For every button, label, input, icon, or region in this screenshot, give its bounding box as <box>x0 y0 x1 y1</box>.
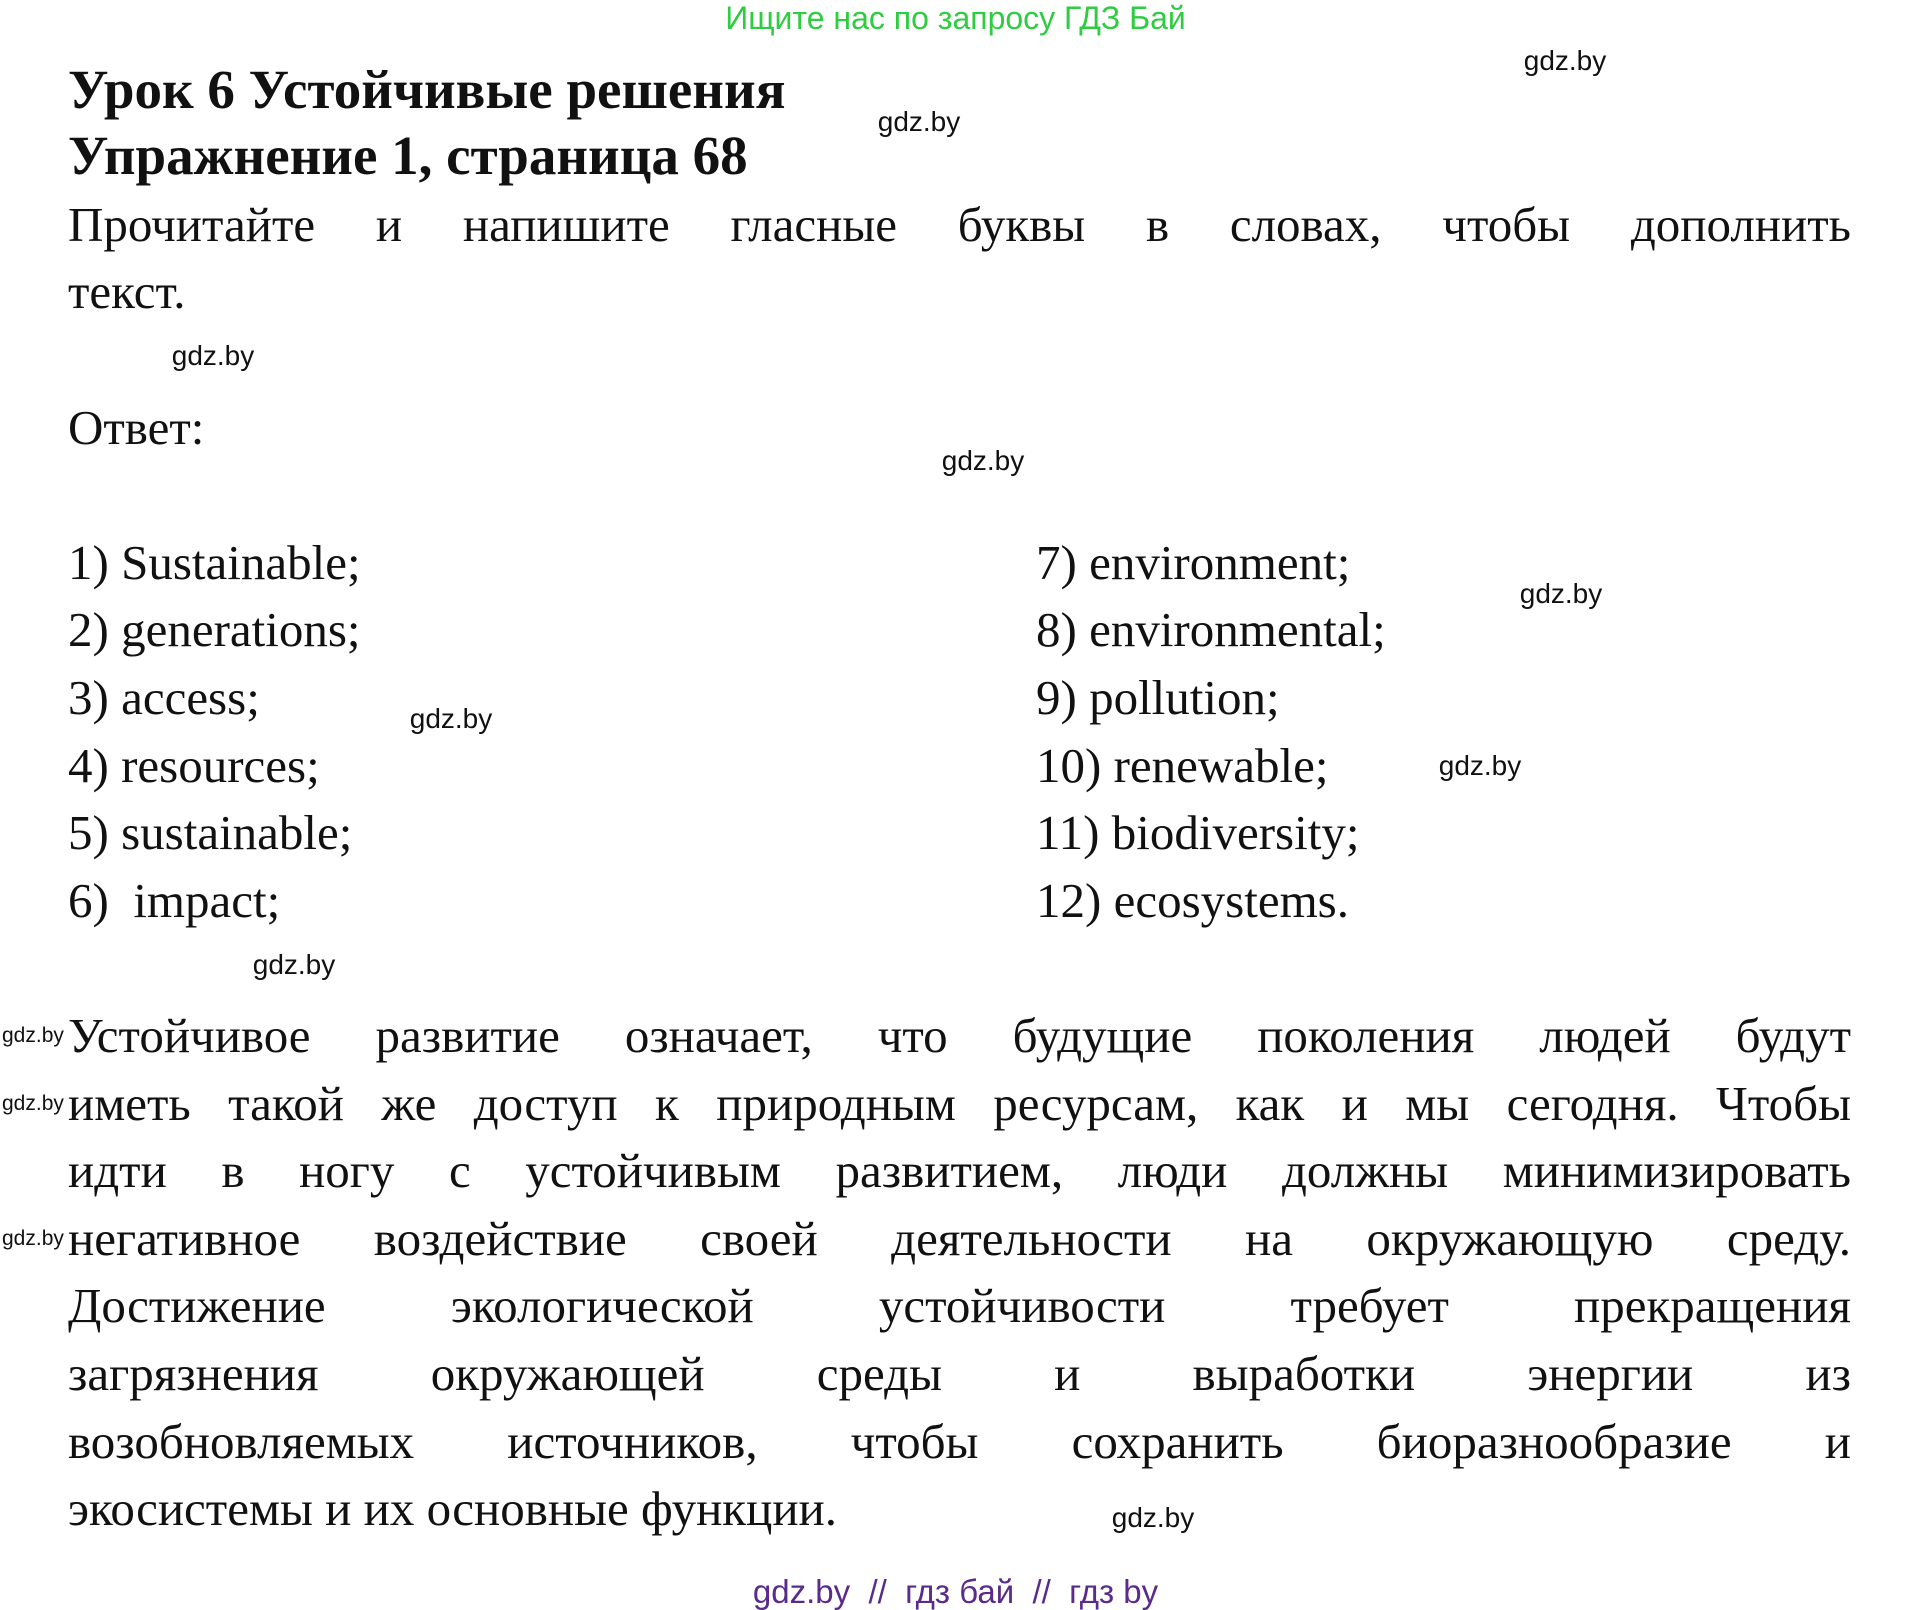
answer-item: 8) environmental; <box>1036 602 1386 657</box>
watermark: gdz.by <box>1438 750 1522 781</box>
watermark: gdz.by <box>1523 45 1607 76</box>
paragraph-line: загрязнения окружающей среды и выработки энергии из <box>68 1346 1851 1401</box>
task-line: Прочитайте и напишите гласные буквы в словах, чтобы дополнить <box>68 197 1851 252</box>
answer-item: 5) sustainable; <box>68 805 353 860</box>
paragraph-line: идти в ногу с устойчивым развитием, люди должны минимизировать <box>68 1143 1851 1198</box>
paragraph-line: экосистемы и их основные функции. <box>68 1481 838 1536</box>
answer-item: 9) pollution; <box>1036 670 1280 725</box>
watermark: gdz.by <box>2 1024 64 1047</box>
answer-label: Ответ: <box>68 400 205 455</box>
watermark: gdz.by <box>1519 578 1603 609</box>
answer-item: 2) generations; <box>68 602 361 657</box>
watermark: gdz.by <box>171 340 255 371</box>
paragraph-line: Достижение экологической устойчивости требует прекращения <box>68 1278 1851 1333</box>
watermark: gdz.by <box>409 703 493 734</box>
answer-item: 7) environment; <box>1036 535 1351 590</box>
watermark: gdz.by <box>1111 1502 1195 1533</box>
watermark: gdz.by <box>2 1227 64 1250</box>
answer-item: 11) biodiversity; <box>1036 805 1360 860</box>
watermark: gdz.by <box>877 106 961 137</box>
footer-links: gdz.by // гдз бай // гдз by <box>752 1573 1159 1610</box>
paragraph-line: иметь такой же доступ к природным ресурсам, как и мы сегодня. Чтобы <box>68 1076 1851 1131</box>
task-line: текст. <box>68 264 186 319</box>
paragraph-line: Устойчивое развитие означает, что будущие поколения людей будут <box>68 1008 1851 1063</box>
watermark: gdz.by <box>252 949 336 980</box>
answer-item: 4) resources; <box>68 738 320 793</box>
search-banner: Ищите нас по запросу ГДЗ Бай <box>725 0 1186 36</box>
answer-item: 10) renewable; <box>1036 738 1329 793</box>
paragraph-line: негативное воздействие своей деятельности на окружающую среду. <box>68 1211 1851 1266</box>
watermark: gdz.by <box>941 445 1025 476</box>
answer-item: 6) impact; <box>68 873 281 928</box>
exercise-title: Упражнение 1, страница 68 <box>68 125 748 186</box>
lesson-title: Урок 6 Устойчивые решения <box>68 59 786 120</box>
answer-item: 12) ecosystems. <box>1036 873 1349 928</box>
watermark: gdz.by <box>2 1092 64 1115</box>
answer-item: 1) Sustainable; <box>68 535 361 590</box>
paragraph-line: возобновляемых источников, чтобы сохранить биоразнообразие и <box>68 1414 1851 1469</box>
answer-item: 3) access; <box>68 670 260 725</box>
